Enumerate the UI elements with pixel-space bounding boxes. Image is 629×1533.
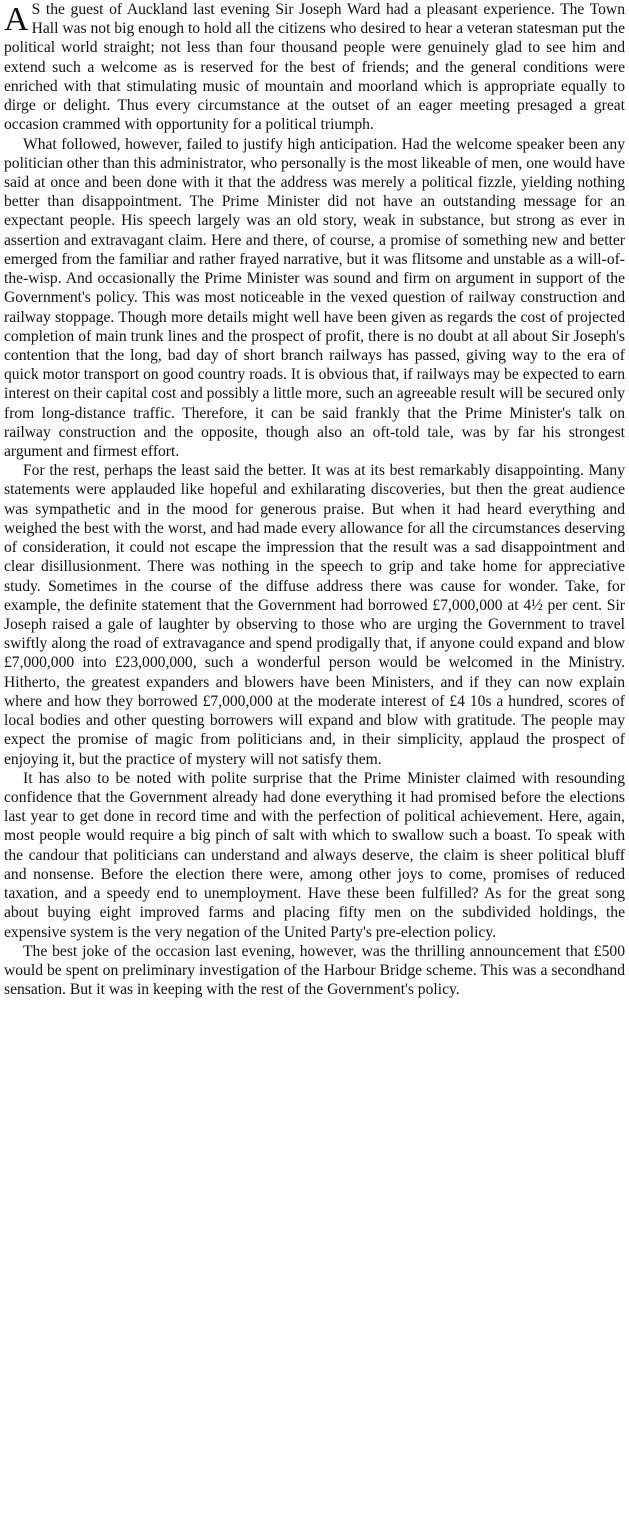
paragraph-1-text: S the guest of Auckland last evening Sir Joseph Ward had a pleasant experience. The Town Hall was not big enough to hold all the citizens who desired to hear a veteran statesman put the political world straight; not less than four thousand people were genuinely glad to see him and extend such a welcome as is reserved for the best of friends; and the general conditions were enriched with that stimulating music of mountain and moorland which is appropriate equally to dirge or delight. Thus every circumstance at the outset of an eager meeting presaged a great occasion crammed with opportunity for a political triumph. (4, 1, 625, 134)
drop-cap: A (4, 1, 29, 38)
paragraph-5: The best joke of the occasion last evening, however, was the thrilling announcement that £500 would be spent on preliminary investigation of the Harbour Bridge scheme. This was a secondhand sensation. But it was in keeping with the rest of the Government's policy. (4, 942, 625, 999)
paragraph-1 (4, 0, 625, 135)
paragraph-2: What followed, however, failed to justify high anticipation. Had the welcome speaker been any politician other than this administrator, who personally is the most likeable of men, one would have said at once and been done with it that the address was merely a political fizzle, yielding nothing better than disappointment. The Prime Minister did not have an outstanding message for an expectant people. His speech largely was an old story, weak in substance, but strong as ever in assertion and extravagant claim. Here and there, of course, a promise of something new and better emerged from the familiar and rather frayed narrative, but it was flitsome and unstable as a will-of-the-wisp. And occasionally the Prime Minister was sound and firm on argument in support of the Government's policy. This was most noticeable in the vexed question of railway construction and railway stoppage. Though more details might well have been given as regards the cost of projected completion of main trunk lines and the prospect of profit, there is no doubt at all about Sir Joseph's contention that the long, bad day of short branch railways has passed, giving way to the era of quick motor transport on good country roads. It is obvious that, if railways may be expected to earn interest on their capital cost and possibly a little more, such an agreeable result will be secured only from long-distance traffic. Therefore, it can be said frankly that the Prime Minister's talk on railway construction and the opposite, though also an oft-told tale, was by far his strongest argument and firmest effort. (4, 135, 625, 461)
paragraph-3: For the rest, perhaps the least said the better. It was at its best remarkably disappointing. Many statements were applauded like hopeful and exhilarating discoveries, but then the great audience was sympathetic and in the mood for generous praise. But when it had heard everything and weighed the best with the worst, and had made every allowance for all the circumstances deserving of consideration, it could not escape the impression that the result was a sad disappointment and clear disillusionment. There was nothing in the speech to grip and take home for appreciative study. Sometimes in the course of the diffuse address there was cause for wonder. Take, for example, the definite statement that the Government had borrowed £7,000,000 at 4½ per cent. Sir Joseph raised a gale of laughter by observing to those who are urging the Government to travel swiftly along the road of extravagance and spend prodigally that, if anyone could expand and blow £7,000,000 into £23,000,000, such a wonderful person would be welcomed in the Ministry. Hitherto, the greatest expanders and blowers have been Ministers, and if they can now explain where and how they borrowed £7,000,000 at the moderate interest of £4 10s a hundred, scores of local bodies and other questing borrowers will expand and blow with gratitude. The people may expect the promise of magic from politicians and, in their simplicity, applaud the prospect of enjoying it, but the practice of mystery will not satisfy them. (4, 462, 625, 768)
paragraph-4: It has also to be noted with polite surprise that the Prime Minister claimed with resounding confidence that the Government already had done everything it had promised before the elections last year to get done in record time and with the perfection of political achievement. Here, again, most people would require a big pinch of salt with which to swallow such a boast. To speak with the candour that politicians can understand and always deserve, the claim is sheer political bluff and nonsense. Before the election there were, among other joys to come, promises of reduced taxation, and a speedy end to unemployment. Have these been fulfilled? As for the great song about buying eight improved farms and placing fifty men on the subdivided holdings, the expensive system is the very negation of the United Party's pre-election policy. (4, 769, 625, 941)
